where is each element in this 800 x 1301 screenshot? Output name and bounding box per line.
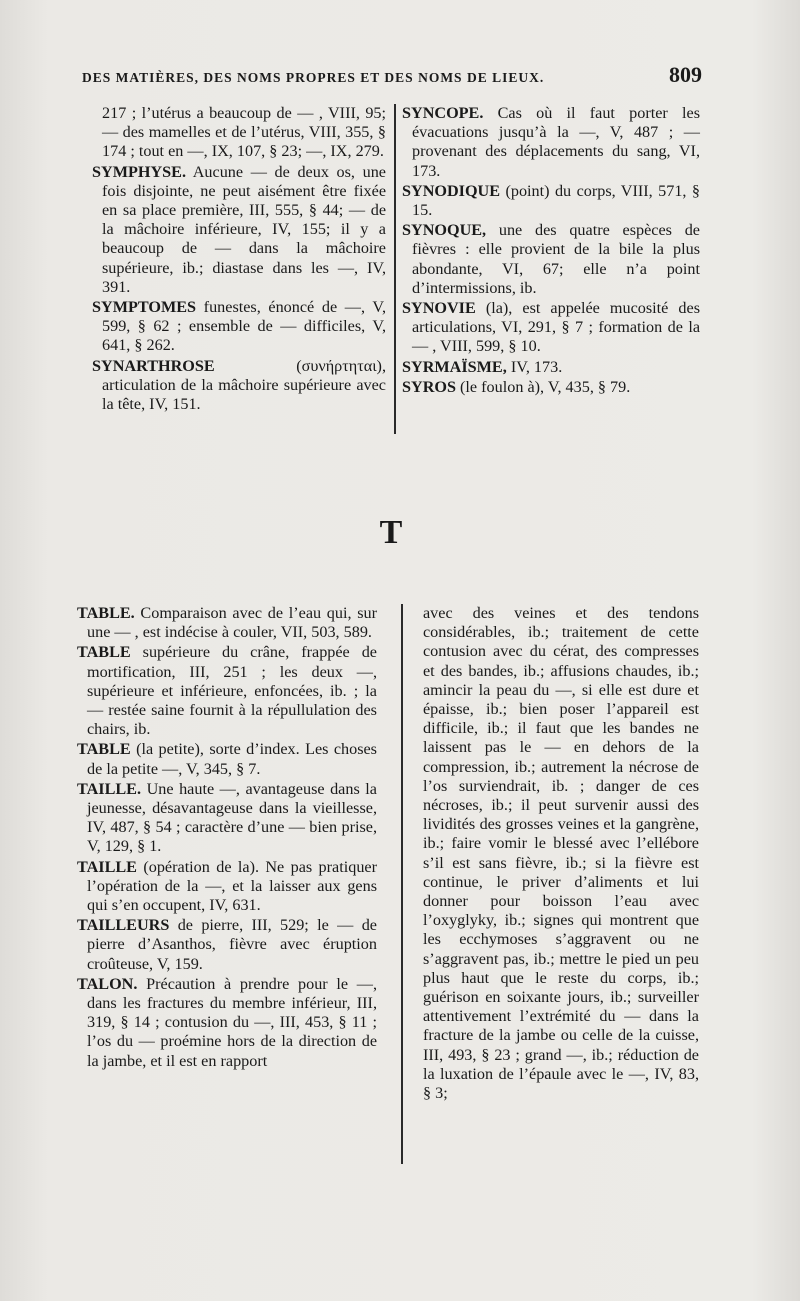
index-entry <box>77 643 377 739</box>
index-headword: SYMPHYSE. <box>92 162 186 181</box>
index-entry-text: de pierre, III, 529; le — de pierre d’Asanthos, fièvre avec éruption croûteuse, V, 159. <box>87 916 377 973</box>
index-column-bottom-left <box>77 604 377 1072</box>
index-entry <box>92 163 386 297</box>
index-headword: SYROS <box>402 377 456 396</box>
index-headword: TABLE. <box>77 604 135 622</box>
index-headword: TABLE <box>77 740 131 759</box>
index-entry <box>92 104 386 162</box>
index-entry-text: (συνήρτηται), articulation de la mâchoire supérieure avec la tête, IV, 151. <box>102 356 386 414</box>
index-entry-text: (opération de la). Ne pas pratiquer l’opération de la —, et la laisser aux gens qui s’en occupent, IV, 631. <box>87 857 377 915</box>
index-entry-text: Une haute —, avantageuse dans la jeunesse, désavantageuse dans la vieillesse, IV, 487, § 54 ; caractère d’une — bien prise, V, 129, § 1. <box>87 779 377 856</box>
index-headword: SYNOQUE, <box>402 221 487 240</box>
index-entry <box>92 357 386 415</box>
index-entry <box>402 182 700 220</box>
index-entry-text: Précaution à prendre pour le —, dans les fractures du membre inférieur, III, 319, § 14 ; contusion du —, III, 453, § 11 ; l’os du — proémine hors de la direction de la jambe, et il est en rapport <box>87 974 377 1070</box>
index-entry <box>402 104 700 181</box>
index-entry-text: 217 ; l’utérus a beaucoup de — , VIII, 95; — des mamelles et de l’utérus, VIII, 355, § 174 ; tout en —, IX, 107, § 23; —, IX, 279. <box>102 104 386 161</box>
index-entry <box>402 299 700 357</box>
index-headword: TALON. <box>77 974 138 993</box>
index-headword: SYNCOPE. <box>402 104 484 122</box>
index-entry-text: Comparaison avec de l’eau qui, sur une — , est indécise à couler, VII, 503, 589. <box>87 604 377 642</box>
column-rule-bottom <box>401 604 403 1164</box>
index-entry <box>77 604 377 642</box>
index-entry-text: (point) du corps, VIII, 571, § 15. <box>412 181 700 220</box>
index-entry <box>402 358 700 377</box>
index-entry <box>402 221 700 298</box>
index-entry-text: Cas où il faut porter les évacuations jusqu’à la —, V, 487 ; — provenant des déplacements du sang, VI, 173. <box>412 104 700 180</box>
index-headword: SYNOVIE <box>402 299 476 318</box>
index-headword: TABLE <box>77 643 131 662</box>
index-entry <box>77 916 377 974</box>
index-entry-text: funestes, énoncé de —, V, 599, § 62 ; ensemble de — difficiles, V, 641, § 262. <box>102 298 386 355</box>
index-headword: TAILLE <box>77 857 137 876</box>
index-headword: SYNODIQUE <box>402 181 501 200</box>
index-entry <box>413 604 699 1103</box>
index-entry <box>77 780 377 857</box>
index-entry-text: Aucune — de deux os, une fois disjointe, ne peut aisément être fixée en sa place première, III, 555, § 44; — de la mâchoire inférieure, IV, 155; il y a beaucoup de — dans la mâchoire supérieure, ib.; diastase dans les —, IV, 391. <box>102 162 386 296</box>
index-entry <box>77 858 377 916</box>
index-entry-text: IV, 173. <box>506 357 563 376</box>
index-entry-text: supérieure du crâne, frappée de mortification, III, 251 ; les deux —, supérieure et inférieure, enfoncées, ib. ; la — restée saine fournit à la répullulation des chairs, ib. <box>87 643 377 739</box>
index-column-top-right <box>402 104 700 398</box>
section-letter: T <box>379 514 403 551</box>
index-headword: TAILLEURS <box>77 916 170 935</box>
index-headword: SYMPTOMES <box>92 298 197 317</box>
running-head <box>82 62 702 96</box>
index-entry-text: une des quatre espèces de fièvres : elle provient de la bile la plus abondante, VI, 67; elle n’a point d’intermissions, ib. <box>412 221 700 297</box>
index-entry <box>92 298 386 356</box>
index-entry-text: avec des veines et des tendons considérables, ib.; traitement de cette contusion avec du cérat, des compresses et des bandes, ib.; affusions chaudes, ib.; amincir la peau du —, si elle est dure et épaisse, ib.; bien poser l’appareil est difficile, ib.; il faut que les bandes ne laissent pas le — en dehors de la compression, ib.; autrement la nécrose de l’os surviendrait, ib. ; danger de ces nécroses, ib.; il peut survenir aussi des lividités des grosses veines et la gangrène, ib.; faire vomir le blessé avec l’ellébore s’il est sans fièvre, ib.; si la fièvre est continue, le priver d’aliments et lui donner pour boisson l’eau avec l’oxyglyky, ib.; signes qui montrent que les ecchymoses s’aggravent ou ne s’aggravent pas, ib.; mettre le pied un peu plus haut que le reste du corps, ib.; guérison en soixante jours, ib.; surveiller attentivement l’extrémité du — dans la fracture de la jambe ou celle de la cuisse, III, 493, § 23 ; grand —, ib.; réduction de la luxation de l’épaule avec le —, IV, 83, § 3; <box>423 604 699 1103</box>
index-headword: TAILLE. <box>77 779 142 798</box>
page-number: 809 <box>669 62 702 87</box>
index-headword: SYRMAÏSME, <box>402 357 507 376</box>
index-entry-text: (le foulon à), V, 435, § 79. <box>455 377 631 396</box>
index-column-top-left <box>92 104 386 415</box>
column-rule-top <box>394 104 396 434</box>
index-entry <box>77 740 377 778</box>
index-entry <box>77 975 377 1071</box>
index-headword: SYNARTHROSE <box>92 356 215 375</box>
running-head-title: DES MATIÈRES, DES NOMS PROPRES ET DES NOMS DE LIEUX. <box>82 70 545 85</box>
index-entry <box>402 378 700 397</box>
index-entry-text: (la), est appelée mucosité des articulations, VI, 291, § 7 ; formation de la — , VIII, 599, § 10. <box>412 299 700 356</box>
index-column-bottom-right <box>413 604 699 1104</box>
index-entry-text: (la petite), sorte d’index. Les choses de la petite —, V, 345, § 7. <box>87 740 377 778</box>
